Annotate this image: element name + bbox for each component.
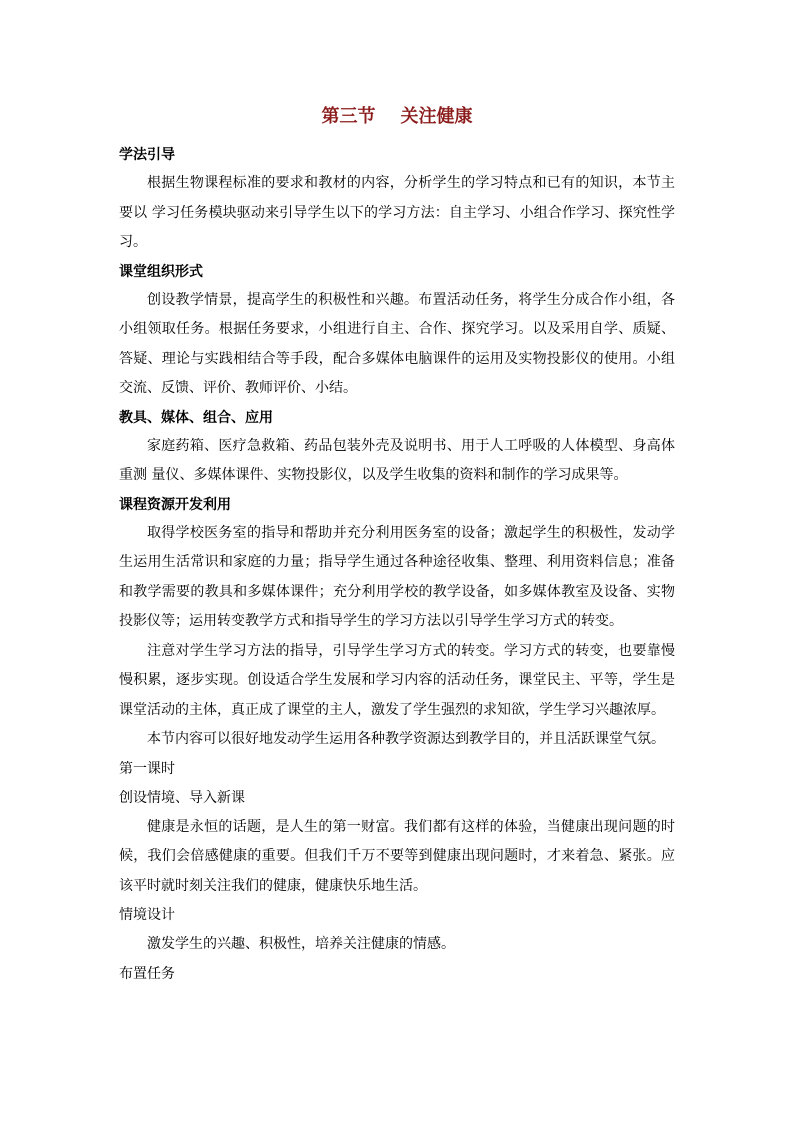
lesson-label: 第一课时 [119, 760, 175, 777]
section-heading-study-method: 学法引导 [119, 147, 175, 163]
lesson-intro-paragraph: 健康是永恒的话题，是人生的第一财富。我们都有这样的体验，当健康出现问题的时候，我们会倍感健康的重要。但我们千万不要等到健康出现问题时，才来着急、紧张。应该平时就时刻关注我们的健康，健康快乐地生活。 [119, 818, 675, 894]
lesson-intro-heading: 创设情境、导入新课 [119, 789, 245, 806]
document-body [119, 141, 675, 989]
section-heading-resource-development: 课程资源开发利用 [119, 496, 231, 513]
section-heading-class-organization: 课堂组织形式 [119, 263, 203, 280]
task-heading: 布置任务 [119, 965, 175, 982]
scenario-heading: 情境设计 [119, 907, 175, 923]
paragraph-teaching-aids: 家庭药箱、医疗急救箱、药品包装外壳及说明书、用于人工呼吸的人体模型、身高体重测 量仪、多媒体课件、实物投影仪，以及学生收集的资料和制作的学习成果等。 [119, 437, 675, 483]
section-heading-teaching-aids: 教具、媒体、组合、应用 [119, 409, 273, 426]
paragraph-class-organization: 创设教学情景，提高学生的积极性和兴趣。布置活动任务，将学生分成合作小组，各小组领取任务。根据任务要求，小组进行自主、合作、探究学习。以及采用自学、质疑、答疑、理论与实践相结合等手段，配合多媒体电脑课件的运用及实物投影仪的使用。小组交流、反馈、评价、教师评价、小结。 [119, 291, 675, 396]
paragraph-resource-development-2: 注意对学生学习方法的指导，引导学生学习方式的转变。学习方式的转变，也要靠慢慢积累，逐步实现。创设适合学生发展和学习内容的活动任务，课堂民主、平等，学生是课堂活动的主体，真正成了课堂的主人，激发了学生强烈的求知欲，学生学习兴趣浓厚。 [119, 642, 675, 718]
document-title: 第三节 关注健康 [321, 106, 473, 127]
paragraph-resource-development-1: 取得学校医务室的指导和帮助并充分利用医务室的设备；激起学生的积极性，发动学生运用生活常识和家庭的力量；指导学生通过各种途径收集、整理、利用资料信息；准备和教学需要的教具和多媒体课件；充分利用学校的教学设备，如多媒体教室及设备、实物投影仪等；运用转变教学方式和指导学生的学习方法以引导学生学习方式的转变。 [119, 524, 675, 629]
scenario-paragraph: 激发学生的兴趣、积极性，培养关注健康的情感。 [147, 936, 455, 952]
paragraph-resource-development-3: 本节内容可以很好地发动学生运用各种教学资源达到教学目的，并且活跃课堂气氛。 [147, 731, 665, 747]
paragraph-study-method: 根据生物课程标准的要求和教材的内容，分析学生的学习特点和已有的知识，本节主要以 学习任务模块驱动来引导学生以下的学习方法：自主学习、小组合作学习、探究性学习。 [119, 175, 675, 250]
